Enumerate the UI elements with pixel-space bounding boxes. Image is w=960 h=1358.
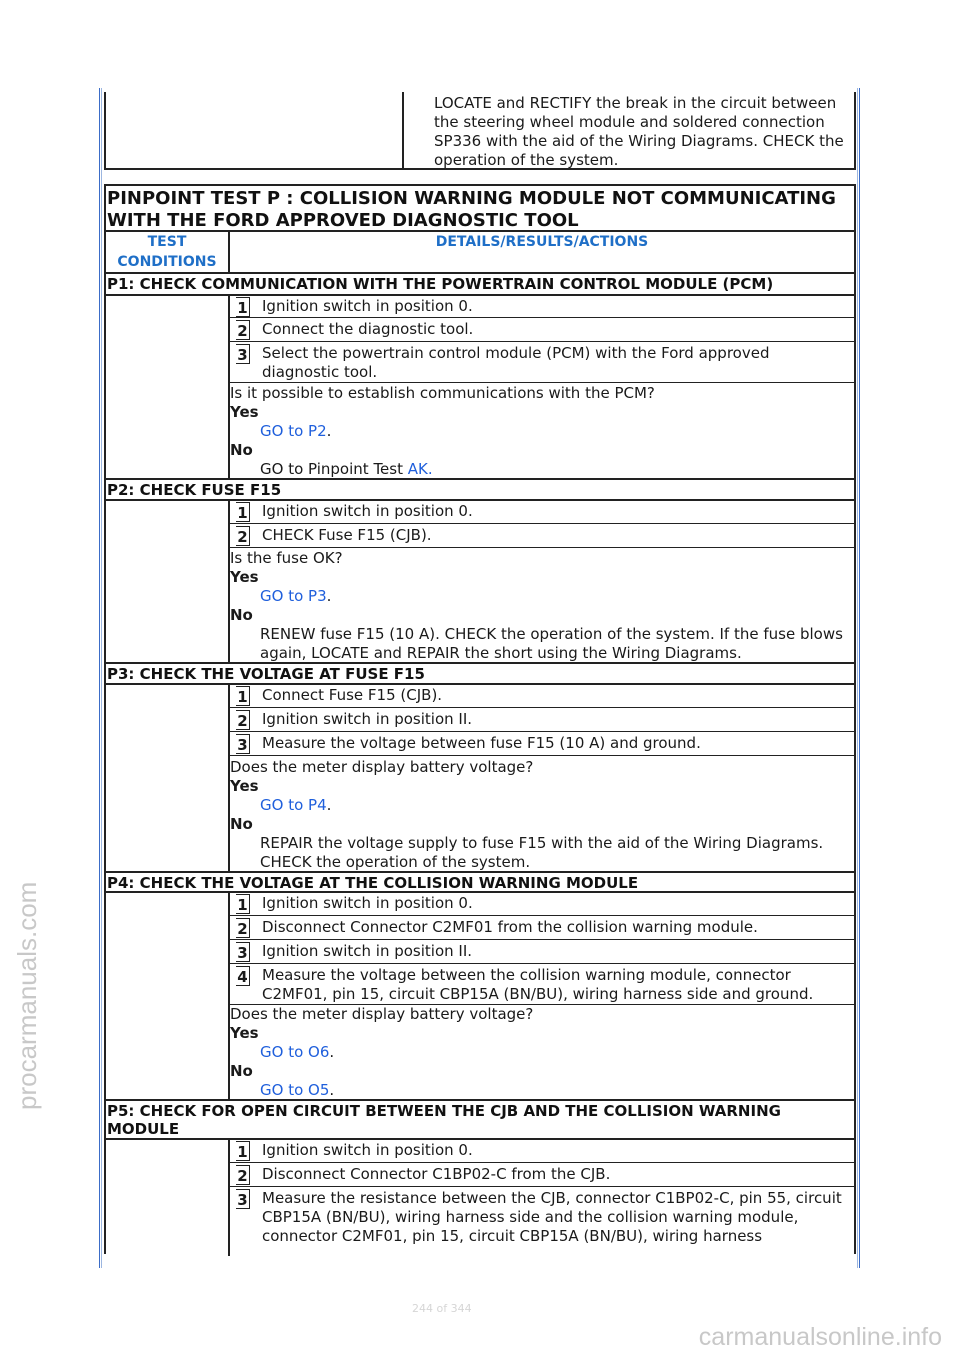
question: Is it possible to establish communications with the PCM? <box>230 384 655 402</box>
step-number: 3 <box>236 942 250 962</box>
rule <box>228 523 854 524</box>
rule <box>228 547 854 548</box>
rule <box>106 478 854 480</box>
rule <box>228 963 854 964</box>
step-text: Ignition switch in position II. <box>262 710 473 728</box>
step-text: Ignition switch in position 0. <box>262 894 473 912</box>
step-text: Select the powertrain control module (PCM) with the Ford approved diagnostic tool. <box>262 344 770 381</box>
column-divider <box>228 230 230 272</box>
section-p2-title: P2: CHECK FUSE F15 <box>107 481 282 499</box>
step-text: CHECK Fuse F15 (CJB). <box>262 526 432 544</box>
step-number: 1 <box>236 686 250 706</box>
step-number: 4 <box>236 966 250 986</box>
rule <box>106 294 854 296</box>
header-test-conditions: TEST CONDITIONS <box>117 234 217 270</box>
yes-label: Yes <box>230 1024 259 1042</box>
step-number: 2 <box>236 526 250 546</box>
question: Does the meter display battery voltage? <box>230 1005 534 1023</box>
step-text: Measure the resistance between the CJB, connector C1BP02-C, pin 55, circuit CBP15A (BN/BU), wiring harness side and the collision warning module, connector C2MF01, pin 15, circuit CBP15A (BN/BU), wiring harness <box>262 1189 842 1245</box>
rule <box>228 1186 854 1187</box>
step-number: 2 <box>236 1165 250 1185</box>
step-number: 2 <box>236 320 250 340</box>
yes-action: GO to P2. <box>260 422 332 440</box>
continuation-text: LOCATE and RECTIFY the break in the circuit between the steering wheel module and soldered connection SP336 with the aid of the Wiring Diagrams. CHECK the operation of the system. <box>434 94 844 169</box>
step-text: Ignition switch in position 0. <box>262 297 473 315</box>
bottom-watermark: carmanualsonline.info <box>698 1323 942 1351</box>
go-to-p2-link[interactable]: GO to P2 <box>260 422 327 440</box>
yes-label: Yes <box>230 403 259 421</box>
rule <box>106 871 854 873</box>
left-margin-line <box>99 88 100 1268</box>
no-action <box>260 460 433 479</box>
rule <box>228 382 854 383</box>
side-watermark: procarmanuals.com <box>12 881 42 1110</box>
go-to-p4-link[interactable]: GO to P4 <box>260 796 327 814</box>
step-number: 3 <box>236 1189 250 1209</box>
rule <box>106 683 854 685</box>
step-text: Ignition switch in position II. <box>262 942 473 960</box>
right-margin-line <box>859 88 860 1268</box>
question: Is the fuse OK? <box>230 549 343 567</box>
page-number: 244 of 344 <box>412 1302 472 1315</box>
step-number: 1 <box>236 502 250 522</box>
rule <box>106 891 854 893</box>
step-text: Measure the voltage between fuse F15 (10 A) and ground. <box>262 734 701 752</box>
go-to-o6-link[interactable]: GO to O6 <box>260 1043 330 1061</box>
rule <box>228 915 854 916</box>
step-text: Measure the voltage between the collision warning module, connector C2MF01, pin 15, circuit CBP15A (BN/BU), wiring harness side and ground. <box>262 966 814 1003</box>
step-text: Ignition switch in position 0. <box>262 502 473 520</box>
section-p5-title: P5: CHECK FOR OPEN CIRCUIT BETWEEN THE CJB AND THE COLLISION WARNING MODULE <box>107 1102 781 1138</box>
section-p4-title: P4: CHECK THE VOLTAGE AT THE COLLISION WARNING MODULE <box>107 874 639 892</box>
rule <box>228 1162 854 1163</box>
no-label: No <box>230 815 253 833</box>
column-divider <box>402 92 404 168</box>
go-to-o5-link[interactable]: GO to O5 <box>260 1081 330 1099</box>
no-action: GO to O5. <box>260 1081 335 1099</box>
section-p1-title: P1: CHECK COMMUNICATION WITH THE POWERTRAIN CONTROL MODULE (PCM) <box>107 275 774 293</box>
rule <box>228 731 854 732</box>
rule <box>106 1099 854 1101</box>
step-text: Connect the diagnostic tool. <box>262 320 474 338</box>
yes-label: Yes <box>230 777 259 795</box>
section-p3-title: P3: CHECK THE VOLTAGE AT FUSE F15 <box>107 665 425 683</box>
no-action-text: GO to Pinpoint Test <box>260 460 408 478</box>
go-to-p3-link[interactable]: GO to P3 <box>260 587 327 605</box>
pinpoint-test-ak-link[interactable]: AK. <box>407 460 433 478</box>
step-number: 1 <box>236 297 250 317</box>
column-divider <box>228 1138 230 1256</box>
rule <box>228 317 854 318</box>
rule <box>228 939 854 940</box>
rule <box>106 272 854 274</box>
yes-action: GO to P4. <box>260 796 332 814</box>
no-label: No <box>230 606 253 624</box>
question: Does the meter display battery voltage? <box>230 758 534 776</box>
rule <box>228 707 854 708</box>
yes-action: GO to O6. <box>260 1043 335 1061</box>
step-text: Disconnect Connector C2MF01 from the collision warning module. <box>262 918 758 936</box>
right-margin-line-inner <box>857 88 858 1268</box>
no-label: No <box>230 441 253 459</box>
rule <box>106 1138 854 1140</box>
step-number: 2 <box>236 710 250 730</box>
rule <box>106 662 854 664</box>
no-action: REPAIR the voltage supply to fuse F15 with the aid of the Wiring Diagrams. CHECK the operation of the system. <box>260 834 824 871</box>
rule <box>228 341 854 342</box>
step-number: 2 <box>236 918 250 938</box>
step-text: Ignition switch in position 0. <box>262 1141 473 1159</box>
step-number: 3 <box>236 734 250 754</box>
step-number: 3 <box>236 344 250 364</box>
step-number: 1 <box>236 894 250 914</box>
left-margin-line-inner <box>101 88 102 1268</box>
previous-table-continuation <box>104 92 856 170</box>
step-number: 1 <box>236 1141 250 1161</box>
pinpoint-test-table <box>104 184 856 1254</box>
no-label: No <box>230 1062 253 1080</box>
yes-label: Yes <box>230 568 259 586</box>
step-text: Disconnect Connector C1BP02-C from the CJB. <box>262 1165 611 1183</box>
yes-action: GO to P3. <box>260 587 332 605</box>
step-text: Connect Fuse F15 (CJB). <box>262 686 443 704</box>
rule <box>228 755 854 756</box>
header-details: DETAILS/RESULTS/ACTIONS <box>435 234 649 250</box>
rule <box>106 499 854 501</box>
no-action: RENEW fuse F15 (10 A). CHECK the operation of the system. If the fuse blows again, LOCATE and REPAIR the short using the Wiring Diagrams. <box>260 625 843 662</box>
page-title: PINPOINT TEST P : COLLISION WARNING MODULE NOT COMMUNICATING WITH THE FORD APPROVED DIAGNOSTIC TOOL <box>107 188 836 231</box>
